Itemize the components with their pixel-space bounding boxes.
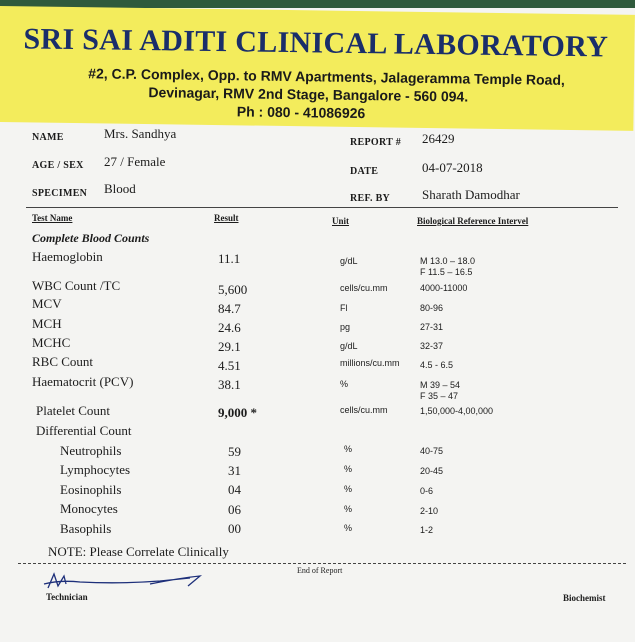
- test-name: Haematocrit (PCV): [32, 374, 134, 389]
- col-result: Result: [214, 213, 239, 223]
- test-result: 84.7: [218, 301, 241, 316]
- ref-row: [350, 189, 390, 205]
- test-ref: 1,50,000-4,00,000: [420, 406, 494, 416]
- diff-name: Eosinophils: [60, 482, 122, 497]
- clinical-note: NOTE: Please Correlate Clinically: [48, 544, 229, 559]
- col-unit: Unit: [332, 216, 350, 226]
- test-ref: M 13.0 – 18.0: [420, 256, 476, 266]
- patient-name-row: [32, 128, 64, 144]
- test-result: 38.1: [218, 377, 241, 392]
- footer-divider: [18, 563, 626, 564]
- test-name: MCV: [32, 296, 62, 311]
- diff-result: 00: [228, 521, 241, 536]
- test-ref: M 39 – 54: [420, 380, 461, 390]
- test-result: 11.1: [218, 251, 241, 266]
- test-unit: pg: [340, 322, 351, 332]
- test-name: Haemoglobin: [32, 249, 103, 264]
- diff-result: 06: [228, 502, 241, 517]
- phone-number: Ph : 080 - 41086926: [236, 103, 366, 122]
- name-label: NAME: [32, 132, 64, 143]
- differential-title: Differential Count: [36, 423, 132, 438]
- test-name: MCHC: [32, 335, 71, 350]
- test-result-flagged: 9,000 *: [218, 405, 257, 420]
- test-name: Platelet Count: [36, 403, 111, 418]
- col-test-name: Test Name: [32, 213, 73, 223]
- test-result: 24.6: [218, 320, 241, 335]
- address-line-2: Devinagar, RMV 2nd Stage, Bangalore - 560 094.: [148, 84, 469, 105]
- test-ref-female: F 35 – 47: [420, 391, 459, 401]
- referred-by: Sharath Damodhar: [422, 187, 520, 202]
- ref-label: REF. BY: [350, 193, 391, 204]
- lab-name: SRI SAI ADITI CLINICAL LABORATORY: [23, 22, 609, 64]
- address-line-1: #2, C.P. Complex, Opp. to RMV Apartments, Jalageramma Temple Road,: [88, 65, 565, 88]
- test-ref: 32-37: [420, 341, 444, 351]
- report-row: [350, 133, 401, 149]
- diff-name: Basophils: [60, 521, 112, 536]
- technician-label: Technician: [46, 592, 88, 602]
- test-unit: %: [340, 379, 349, 389]
- test-unit: Fl: [340, 303, 348, 313]
- test-name: RBC Count: [32, 354, 94, 369]
- header-divider: [26, 207, 618, 208]
- report-number: 26429: [422, 131, 455, 146]
- test-unit: g/dL: [340, 256, 358, 266]
- test-unit: g/dL: [340, 341, 358, 351]
- end-of-report: End of Report: [297, 566, 343, 575]
- diff-unit: %: [344, 444, 353, 454]
- test-result: 5,600: [218, 282, 248, 297]
- col-reference: Biological Reference Intervel: [417, 216, 529, 226]
- test-result: 29.1: [218, 339, 241, 354]
- patient-age: 27 / Female: [104, 154, 166, 169]
- test-unit: cells/cu.mm: [340, 283, 388, 293]
- test-result: 4.51: [218, 358, 241, 373]
- test-unit: millions/cu.mm: [340, 358, 400, 368]
- test-ref: 80-96: [420, 303, 444, 313]
- diff-ref: 0-6: [420, 486, 434, 496]
- diff-result: 59: [228, 444, 241, 459]
- date-row: [350, 162, 378, 178]
- report-label: REPORT #: [350, 137, 402, 148]
- report-date: 04-07-2018: [422, 160, 483, 175]
- diff-name: Lymphocytes: [60, 462, 131, 477]
- diff-name: Neutrophils: [60, 443, 122, 458]
- age-row: [32, 156, 84, 172]
- biochemist-label: Biochemist: [563, 593, 606, 603]
- specimen-label: SPECIMEN: [32, 188, 88, 199]
- specimen-value: Blood: [104, 181, 136, 196]
- test-ref: 27-31: [420, 322, 444, 332]
- diff-result: 04: [228, 482, 241, 497]
- diff-result: 31: [228, 463, 241, 478]
- date-label: DATE: [350, 166, 379, 177]
- diff-unit: %: [344, 464, 353, 474]
- test-ref-female: F 11.5 – 16.5: [420, 267, 473, 277]
- test-ref: 4.5 - 6.5: [420, 360, 454, 370]
- test-name: WBC Count /TC: [32, 278, 121, 293]
- diff-ref: 1-2: [420, 525, 434, 535]
- test-ref: 4000-11000: [420, 283, 468, 293]
- diff-ref: 40-75: [420, 446, 444, 456]
- specimen-row: [32, 184, 87, 200]
- diff-unit: %: [344, 484, 353, 494]
- age-label: AGE / SEX: [32, 160, 84, 171]
- section-title: Complete Blood Counts: [32, 231, 150, 245]
- test-unit: cells/cu.mm: [340, 405, 388, 415]
- diff-unit: %: [344, 523, 353, 533]
- lab-header: [0, 6, 635, 131]
- diff-ref: 2-10: [420, 506, 439, 516]
- diff-name: Monocytes: [60, 501, 118, 516]
- diff-ref: 20-45: [420, 466, 444, 476]
- diff-unit: %: [344, 504, 353, 514]
- test-name: MCH: [32, 316, 62, 331]
- patient-name: Mrs. Sandhya: [104, 126, 177, 141]
